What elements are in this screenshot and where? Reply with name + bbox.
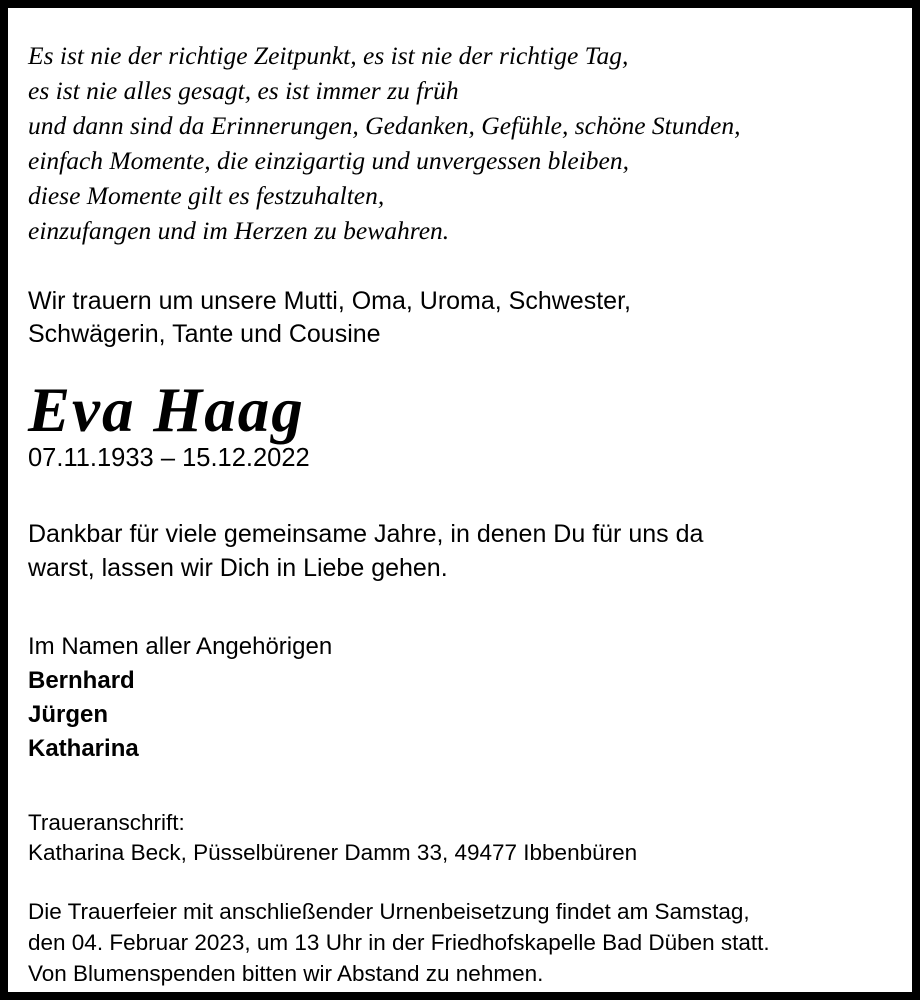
service-details xyxy=(28,896,892,989)
family-member: Bernhard xyxy=(28,667,135,694)
poem-line: einzufangen und im Herzen zu bewahren. xyxy=(28,216,450,245)
poem-line: und dann sind da Erinnerungen, Gedanken, Gefühle, schöne Stunden, xyxy=(28,111,741,140)
poem-line: diese Momente gilt es festzuhalten, xyxy=(28,181,385,210)
notice-content xyxy=(28,28,892,989)
service-details-line: Von Blumenspenden bitten wir Abstand zu nehmen. xyxy=(28,961,544,986)
mourning-address-value: Katharina Beck, Püsselbürener Damm 33, 49477 Ibbenbüren xyxy=(28,840,638,865)
family-block xyxy=(28,630,892,766)
poem-line: einfach Momente, die einzigartig und unvergessen bleiben, xyxy=(28,146,629,175)
poem-line: es ist nie alles gesagt, es ist immer zu früh xyxy=(28,76,459,105)
farewell-message-line: Dankbar für viele gemeinsame Jahre, in denen Du für uns da xyxy=(28,520,704,548)
poem xyxy=(28,28,892,248)
farewell-message-line: warst, lassen wir Dich in Liebe gehen. xyxy=(28,554,448,582)
family-member: Jürgen xyxy=(28,701,109,728)
farewell-message xyxy=(28,517,892,585)
deceased-date-range: 07.11.1933 – 15.12.2022 xyxy=(28,444,310,472)
mourning-intro-line: Schwägerin, Tante und Cousine xyxy=(28,320,381,348)
family-member: Katharina xyxy=(28,735,139,762)
service-details-line: den 04. Februar 2023, um 13 Uhr in der Friedhofskapelle Bad Düben statt. xyxy=(28,930,770,955)
deceased-name: Eva Haag xyxy=(28,375,305,445)
poem-line: Es ist nie der richtige Zeitpunkt, es ist nie der richtige Tag, xyxy=(28,41,629,70)
mourning-address xyxy=(28,808,892,868)
service-details-line: Die Trauerfeier mit anschließender Urnenbeisetzung findet am Samstag, xyxy=(28,899,750,924)
mourning-address-label: Traueranschrift: xyxy=(28,810,185,835)
mourning-intro xyxy=(28,285,892,351)
mourning-intro-line: Wir trauern um unsere Mutti, Oma, Uroma, Schwester, xyxy=(28,287,631,315)
family-intro: Im Namen aller Angehörigen xyxy=(28,633,333,660)
